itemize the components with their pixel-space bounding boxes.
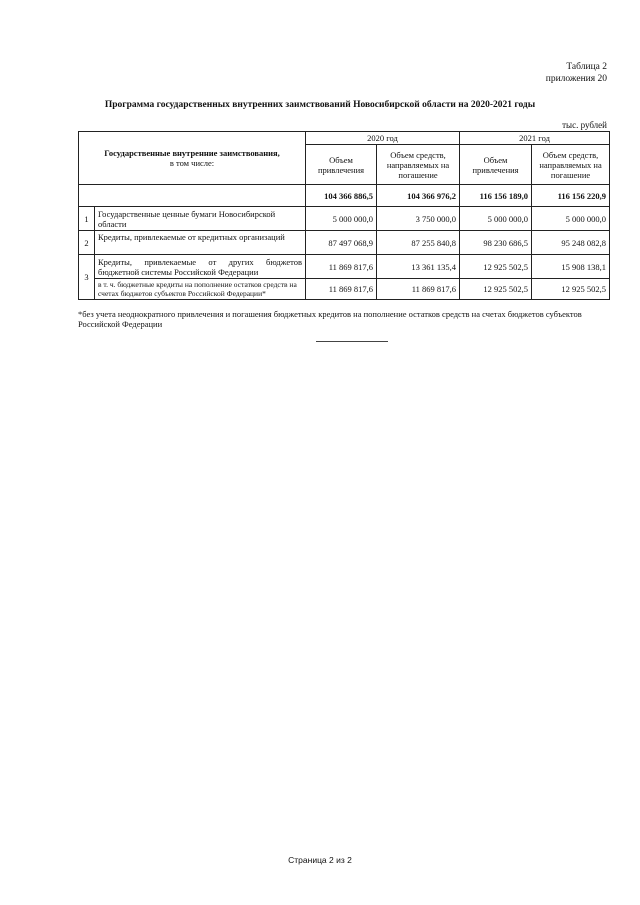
row-value: 3 750 000,0: [377, 207, 460, 231]
row-value: 98 230 686,5: [460, 231, 532, 255]
total-value: 116 156 220,9: [532, 185, 610, 207]
table-row: [79, 207, 610, 231]
row-value: 11 869 817,6: [306, 255, 377, 279]
row-value: 12 925 502,5: [460, 279, 532, 300]
col-attract-2021: Объем привлечения: [460, 145, 532, 185]
table-row: [79, 279, 610, 300]
divider-line: [316, 341, 388, 342]
total-value: 104 366 886,5: [306, 185, 377, 207]
table-row: [79, 255, 610, 279]
row-name: Государственные ценные бумаги Новосибирской области: [95, 207, 306, 231]
appendix-label: приложения 20: [545, 73, 607, 84]
year-2021-header: 2021 год: [460, 132, 610, 145]
main-header-line2: в том числе:: [169, 158, 215, 168]
table-caption: [546, 62, 607, 85]
total-value: 116 156 189,0: [460, 185, 532, 207]
col-repay-2020: Объем средств, направляемых на погашение: [377, 145, 460, 185]
row-value: 95 248 082,8: [532, 231, 610, 255]
row-value: 5 000 000,0: [306, 207, 377, 231]
col-repay-2021: Объем средств, направляемых на погашение: [532, 145, 610, 185]
row-value: 11 869 817,6: [306, 279, 377, 300]
row-value: 5 000 000,0: [460, 207, 532, 231]
row-value: 11 869 817,6: [377, 279, 460, 300]
row-value: 12 925 502,5: [532, 279, 610, 300]
totals-label-cell: [79, 185, 306, 207]
units-label: тыс. рублей: [562, 120, 607, 130]
row-value: 13 361 135,4: [377, 255, 460, 279]
main-header-line1: Государственные внутренние заимствования,: [104, 148, 280, 158]
row-name: в т. ч. бюджетные кредиты на пополнение остатков средств на счетах бюджетов субъектов Российской Федерации*: [95, 279, 306, 300]
main-header-cell: [79, 132, 306, 185]
table-number: Таблица 2: [566, 62, 607, 72]
row-number: 2: [79, 231, 95, 255]
row-number: 1: [79, 207, 95, 231]
row-value: 12 925 502,5: [460, 255, 532, 279]
total-value: 104 366 976,2: [377, 185, 460, 207]
col-attract-2020: Объем привлечения: [306, 145, 377, 185]
row-value: 87 255 840,8: [377, 231, 460, 255]
row-value: 5 000 000,0: [532, 207, 610, 231]
row-number: 3: [79, 255, 95, 300]
footnote: *без учета неоднократного привлечения и погашения бюджетных кредитов на пополнение остатков средств на счетах бюджетов субъектов Российской Федерации: [78, 309, 582, 329]
row-value: 87 497 068,9: [306, 231, 377, 255]
totals-row: [79, 185, 610, 207]
header-row-years: [79, 132, 610, 145]
table-row: [79, 231, 610, 255]
borrowing-table: [78, 131, 610, 300]
row-value: 15 908 138,1: [532, 255, 610, 279]
page-footer: Страница 2 из 2: [288, 855, 352, 865]
document-title: Программа государственных внутренних заимствований Новосибирской области на 2020-2021 годы: [104, 100, 536, 110]
row-name: Кредиты, привлекаемые от других бюджетов бюджетной системы Российской Федерации: [95, 255, 306, 279]
row-name: Кредиты, привлекаемые от кредитных организаций: [95, 231, 306, 255]
year-2020-header: 2020 год: [306, 132, 460, 145]
